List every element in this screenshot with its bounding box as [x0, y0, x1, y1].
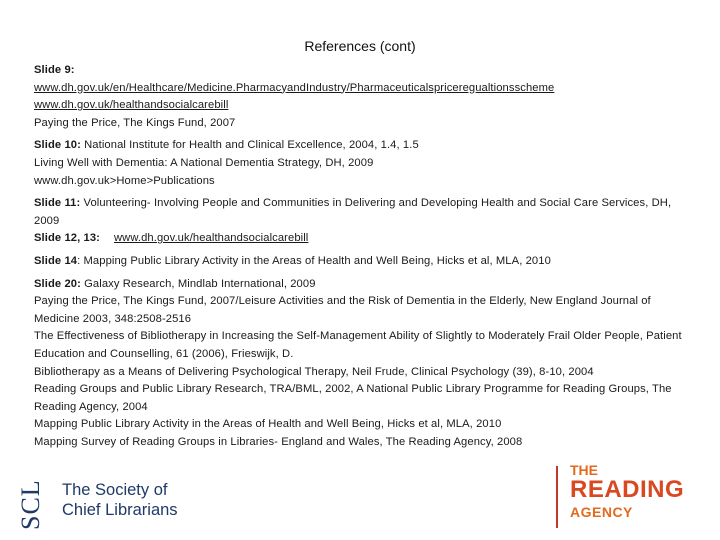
slide9-label: Slide 9:	[34, 64, 75, 76]
slide10-label: Slide 10:	[34, 139, 81, 152]
slide11-13-refs	[34, 195, 694, 248]
slide11-label: Slide 11:	[34, 197, 81, 210]
slide20-ref-mapping-survey: Mapping Survey of Reading Groups in Libraries- England and Wales, The Reading Agency, 2008	[34, 435, 523, 448]
slide9-refs	[34, 62, 694, 132]
page-title: References (cont)	[304, 38, 416, 54]
scl-logo-mark: SCL	[16, 479, 45, 530]
slide10-ref-publications: www.dh.gov.uk>Home>Publications	[34, 174, 215, 187]
slide10-ref-nice: National Institute for Health and Clinical Excellence, 2004, 1.4, 1.5	[80, 139, 419, 152]
scl-logo-line2: Chief Librarians	[62, 501, 178, 519]
slide20-ref-mapping-activity: Mapping Public Library Activity in the Areas of Health and Well Being, Hicks et al, MLA, 2010	[34, 418, 502, 431]
slide9-link-healthbill[interactable]: www.dh.gov.uk/healthandsocialcarebill	[34, 99, 229, 112]
slide14-refs	[34, 253, 694, 271]
slide20-refs	[34, 276, 694, 452]
slide20-ref-reading-groups: Reading Groups and Public Library Research, TRA/BML, 2002, A National Public Library Programme for Reading Groups, The Reading Agency, 2004	[34, 383, 672, 413]
scl-logo-line1: The Society of	[62, 481, 168, 499]
reading-agency-logo-reading: READING	[570, 476, 685, 503]
slide14-label: Slide 14	[34, 254, 78, 267]
slide9-ref-kingsfund: Paying the Price, The Kings Fund, 2007	[34, 116, 236, 129]
reading-agency-logo-bar	[556, 466, 558, 528]
reading-agency-logo-agency: AGENCY	[570, 504, 633, 520]
slide20-label: Slide 20:	[34, 277, 81, 290]
references-content	[34, 62, 694, 456]
slide12-13-label: Slide 12, 13:	[34, 232, 100, 245]
slide9-link-pharma[interactable]: www.dh.gov.uk/en/Healthcare/Medicine.PharmacyandIndustry/Pharmaceuticalspriceregualtionsscheme	[34, 81, 555, 94]
slide20-ref-paying-price: Paying the Price, The Kings Fund, 2007/Leisure Activities and the Risk of Dementia in the Elderly, New England Journal of Medicine 2003, 348:2508-2516	[34, 295, 651, 325]
reading-agency-logo-the: THE	[570, 462, 598, 478]
slide10-ref-dementia: Living Well with Dementia: A National Dementia Strategy, DH, 2009	[34, 156, 374, 169]
slide11-ref-volunteering: Volunteering- Involving People and Communities in Delivering and Developing Health and Social Care Services, DH, 2009	[34, 197, 672, 227]
slide20-ref-bibliotherapy-means: Bibliotherapy as a Means of Delivering Psychological Therapy, Neil Frude, Clinical Psychology (39), 8-10, 2004	[34, 365, 594, 378]
slide20-ref-galaxy: Galaxy Research, Mindlab International, 2009	[80, 277, 316, 290]
slide14-ref-mapping: : Mapping Public Library Activity in the Areas of Health and Well Being, Hicks et al, MLA, 2010	[77, 254, 551, 267]
scl-logo-text	[62, 480, 178, 520]
slide12-13-link-healthbill[interactable]: www.dh.gov.uk/healthandsocialcarebill	[113, 232, 309, 245]
scl-logo	[10, 472, 210, 532]
slide20-ref-bibliotherapy-effectiveness: The Effectiveness of Bibliotherapy in Increasing the Self-Management Ability of Slightly to Moderately Frail Older People, Patient Education and Counselling, 61 (2006), Frieswijk, D.	[34, 330, 682, 360]
slide10-refs	[34, 137, 694, 190]
reading-agency-logo	[556, 460, 706, 532]
